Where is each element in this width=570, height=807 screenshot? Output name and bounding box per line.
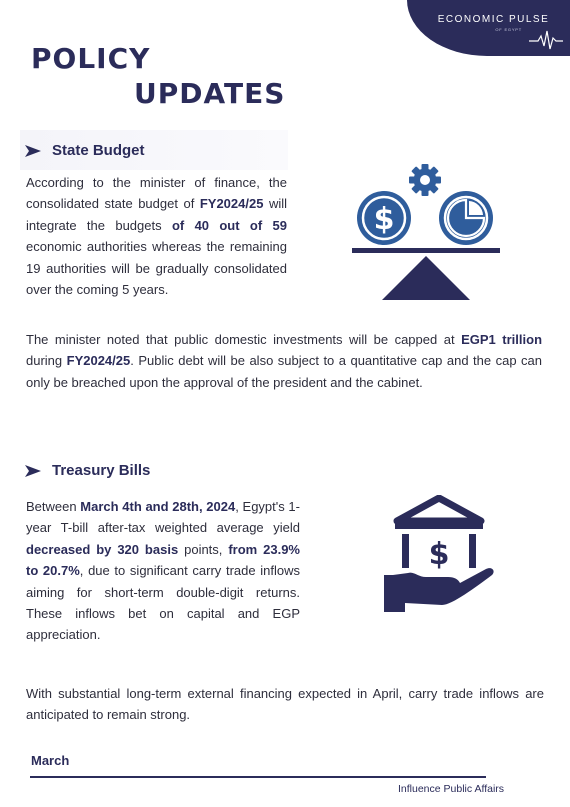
bank-dollar-hand-icon xyxy=(380,495,498,615)
body-text: points, xyxy=(178,541,229,557)
footer-organization: Influence Public Affairs xyxy=(398,783,505,795)
budget-paragraph-2 xyxy=(26,329,542,393)
body-text: The minister noted that public domestic investments will be capped at xyxy=(26,332,462,347)
section-heading-treasury-bills xyxy=(24,462,150,479)
budget-paragraph-1 xyxy=(26,172,287,300)
arrow-bullet-icon xyxy=(24,144,42,158)
page-title-line-2: UPDATES xyxy=(134,77,286,110)
emphasis-text: FY2024/25 xyxy=(66,353,131,369)
arrow-bullet-icon xyxy=(24,464,42,478)
header-tab xyxy=(407,0,570,56)
brand-name: ECONOMIC PULSE xyxy=(437,14,550,25)
section-heading-state-budget xyxy=(24,142,145,159)
pie-chart-icon xyxy=(439,191,493,245)
emphasis-text: from 23.9% to 20.7% xyxy=(26,541,300,579)
body-text: Between xyxy=(26,499,81,514)
emphasis-text: decreased by 320 basis xyxy=(26,541,179,557)
tbills-paragraph-1 xyxy=(26,496,300,646)
body-text: during xyxy=(26,353,67,369)
body-text: With substantial long-term external financing expected in April, carry trade inflows are anticipated to remain strong. xyxy=(26,686,544,723)
dollar-pie-chart-balance-icon xyxy=(350,158,502,302)
page-title-line-1: POLICY xyxy=(31,42,151,75)
section-heading-label: Treasury Bills xyxy=(52,462,151,479)
dollar-coin-icon xyxy=(357,191,411,245)
dollar-sign-icon: $ xyxy=(428,537,450,572)
footer-divider xyxy=(30,776,486,778)
emphasis-text: EGP1 trillion xyxy=(461,332,543,347)
body-text: , Egypt's 1-year T-bill after-tax weighted average yield xyxy=(26,499,300,536)
body-text: will integrate the budgets xyxy=(26,196,287,233)
hand-icon xyxy=(393,568,494,612)
heartbeat-pulse-icon xyxy=(528,28,564,52)
body-text: According to the minister of finance, the consolidated state budget of xyxy=(26,175,287,212)
footer-month: March xyxy=(31,753,70,768)
balance-beam xyxy=(352,248,500,253)
body-text: , due to significant carry trade inflows aiming for short-term double-digit returns. These inflows bet on capital and EGP appreciation. xyxy=(26,563,300,643)
section-heading-label: State Budget xyxy=(52,142,145,159)
body-text: economic authorities whereas the remaining 19 authorities will be gradually consolidated over the coming 5 years. xyxy=(26,239,287,298)
svg-text:$: $ xyxy=(373,202,395,237)
brand-subtitle: OF EGYPT xyxy=(495,27,522,32)
balance-base xyxy=(382,256,470,300)
body-text: . Public debt will be also subject to a quantitative cap and the cap can only be breached upon the approval of the president and the cabinet. xyxy=(26,353,542,390)
emphasis-text: FY2024/25 xyxy=(199,196,264,212)
emphasis-text: of 40 out of 59 xyxy=(171,217,287,233)
tbills-paragraph-2 xyxy=(26,683,544,726)
emphasis-text: March 4th and 28th, 2024 xyxy=(80,499,236,514)
gear-icon xyxy=(409,164,441,196)
